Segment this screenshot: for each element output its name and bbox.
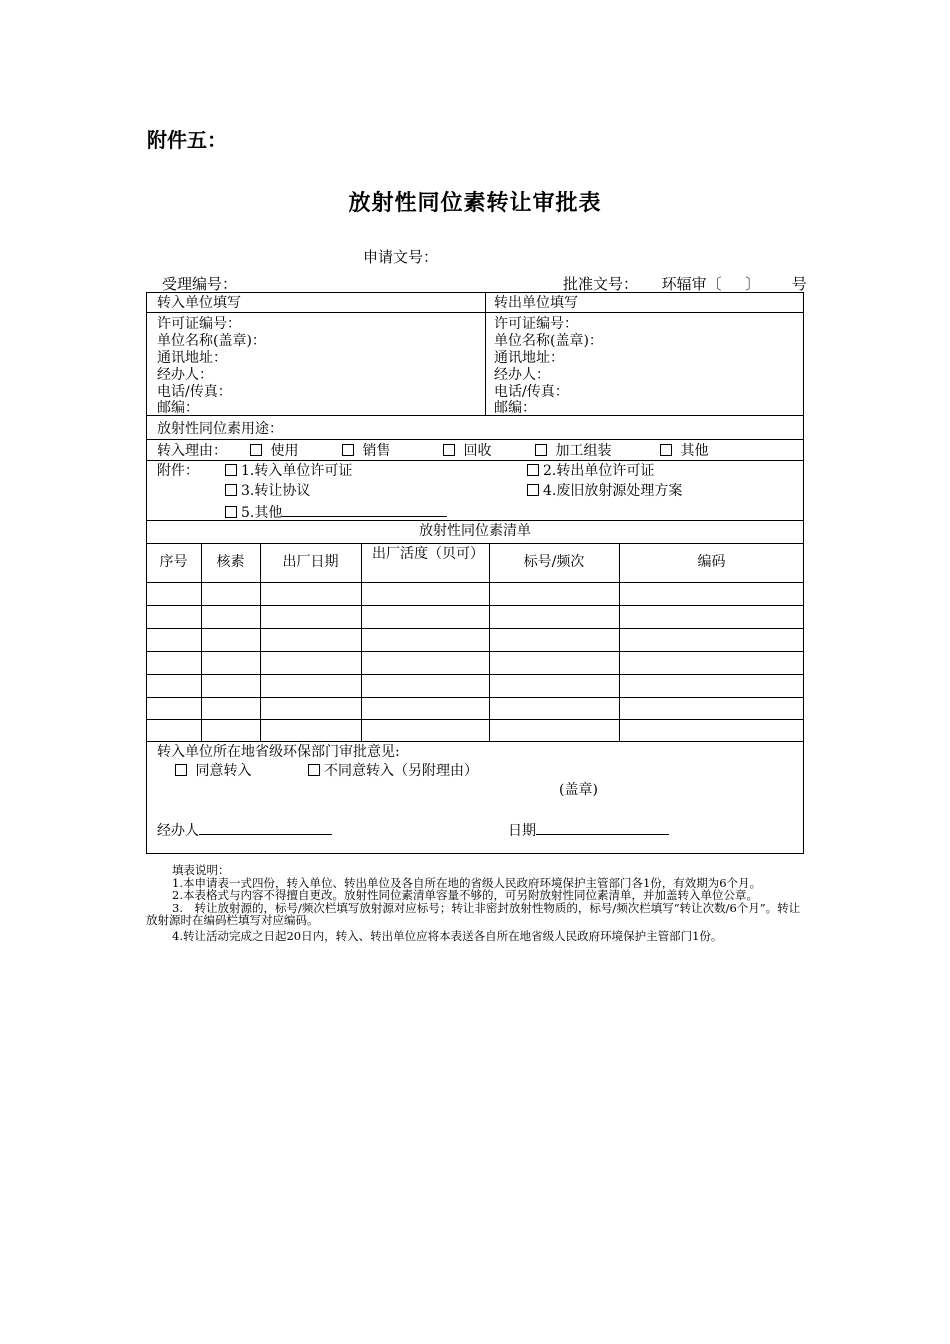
transfer-in-license-field: 许可证编号：	[157, 316, 241, 332]
fill-blank[interactable]	[199, 820, 332, 835]
checkbox-icon[interactable]	[225, 506, 237, 518]
transfer-out-handler-field: 经办人：	[494, 367, 550, 383]
column-divider	[361, 543, 362, 741]
column-divider	[260, 543, 261, 741]
notes-heading: 填表说明：	[172, 863, 230, 877]
transfer-in-address-field: 通讯地址：	[157, 350, 227, 366]
date-signature[interactable]	[508, 820, 669, 839]
attachment-item-label: 3.转让协议	[241, 483, 311, 499]
column-divider	[485, 292, 486, 415]
note-item: 1.本申请表一式四份，转入单位、转出单位及各自所在地的省级人民政府环境保护主管部门各1份，有效期为6个月。	[172, 875, 762, 890]
row-divider	[146, 312, 804, 313]
approval-suffix: 号	[791, 275, 807, 293]
form-title: 放射性同位素转让审批表	[348, 190, 602, 216]
attachment-item[interactable]	[225, 463, 352, 479]
note-item: 2.本表格式与内容不得擅自更改。放射性同位素清单容量不够的，可另附放射性同位素清单，并加盖转入单位公章。	[172, 888, 758, 903]
row-divider	[146, 582, 804, 583]
checkbox-icon[interactable]	[535, 444, 547, 456]
approval-number-label: 批准文号：	[563, 275, 639, 293]
transfer-out-phone-field: 电话/传真：	[494, 384, 569, 400]
reason-option-label: 回收	[463, 443, 492, 459]
approval-number-line	[563, 273, 807, 294]
handler-signature[interactable]	[157, 820, 332, 839]
approval-bracket-close: 〕	[745, 275, 761, 293]
disagree-label: 不同意转入（另附理由）	[324, 763, 478, 779]
transfer-out-postcode-field: 邮编：	[494, 400, 536, 416]
checkbox-icon[interactable]	[225, 484, 237, 496]
row-divider	[146, 719, 804, 720]
reason-other-option[interactable]	[660, 443, 708, 459]
reason-sale-option[interactable]	[342, 443, 390, 459]
column-header-label-frequency: 标号/频次	[523, 554, 585, 570]
transfer-out-license-field: 许可证编号：	[494, 316, 578, 332]
column-divider	[201, 543, 202, 741]
isotope-list-heading: 放射性同位素清单	[419, 523, 531, 539]
column-header-code: 编码	[697, 554, 726, 570]
agree-label: 同意转入	[195, 763, 252, 779]
accept-number-label: 受理编号：	[162, 275, 238, 293]
date-label: 日期	[508, 823, 536, 839]
column-header-date: 出厂日期	[282, 554, 339, 570]
fill-blank[interactable]	[536, 820, 669, 835]
approval-label: 转入单位所在地省级环保部门审批意见:	[157, 744, 400, 760]
column-divider	[619, 543, 620, 741]
transfer-in-heading: 转入单位填写	[157, 295, 241, 311]
note-item: 3. 转让放射源的，标号/频次栏填写放射源对应标号；转让非密封放射性物质的，标号/频次栏填写“转让次数/6个月”。转让放射源时在编码栏填写对应编码。	[146, 900, 801, 928]
reason-assembly-option[interactable]	[535, 443, 611, 459]
row-divider	[146, 605, 804, 606]
apply-number-label: 申请文号：	[363, 248, 439, 266]
column-header-activity: 出厂活度（贝可）	[372, 546, 484, 562]
checkbox-icon[interactable]	[443, 444, 455, 456]
attachment-item[interactable]	[225, 502, 447, 521]
row-divider	[146, 697, 804, 698]
column-header-nuclide: 核素	[216, 554, 245, 570]
transfer-out-heading: 转出单位填写	[494, 295, 578, 311]
attachment-item-label: 2.转出单位许可证	[543, 463, 655, 479]
column-header-index: 序号	[159, 554, 188, 570]
row-divider	[146, 439, 804, 440]
approve-disagree-option[interactable]	[308, 763, 478, 779]
transfer-in-handler-field: 经办人：	[157, 367, 213, 383]
checkbox-icon[interactable]	[527, 464, 539, 476]
row-divider	[146, 741, 804, 742]
transfer-in-unit-field: 单位名称(盖章)：	[157, 333, 266, 349]
attachment-item-label: 4.废旧放射源处理方案	[543, 483, 683, 499]
column-divider	[489, 543, 490, 741]
transfer-in-postcode-field: 邮编：	[157, 400, 199, 416]
attachments-label: 附件：	[157, 463, 199, 479]
transfer-out-address-field: 通讯地址：	[494, 350, 564, 366]
approve-agree-option[interactable]	[175, 763, 251, 779]
row-divider	[146, 415, 804, 416]
attachment-item[interactable]	[225, 483, 310, 499]
checkbox-icon[interactable]	[308, 764, 320, 776]
row-divider	[146, 651, 804, 652]
reason-use-option[interactable]	[250, 443, 298, 459]
annex-label: 附件五：	[147, 128, 227, 152]
handler-label: 经办人	[157, 823, 199, 839]
attachment-item[interactable]	[527, 483, 682, 499]
attachment-item-label: 1.转入单位许可证	[241, 463, 353, 479]
note-item: 4.转让活动完成之日起20日内，转入、转出单位应将本表送各自所在地省级人民政府环境保护主管部门1份。	[172, 928, 723, 943]
reason-option-label: 销售	[362, 443, 391, 459]
fill-blank[interactable]	[282, 502, 447, 517]
checkbox-icon[interactable]	[225, 464, 237, 476]
checkbox-icon[interactable]	[660, 444, 672, 456]
checkbox-icon[interactable]	[342, 444, 354, 456]
reason-option-label: 使用	[270, 443, 299, 459]
purpose-label: 放射性同位素用途：	[157, 421, 283, 437]
checkbox-icon[interactable]	[175, 764, 187, 776]
seal-label: (盖章)	[559, 782, 598, 798]
reason-option-label: 加工组装	[555, 443, 612, 459]
approval-prefix: 环辐审〔	[661, 275, 722, 293]
attachment-item-label: 5.其他	[241, 505, 283, 521]
transfer-in-phone-field: 电话/传真：	[157, 384, 232, 400]
row-divider	[146, 460, 804, 461]
reason-recycle-option[interactable]	[443, 443, 491, 459]
reason-label: 转入理由：	[157, 443, 227, 459]
checkbox-icon[interactable]	[527, 484, 539, 496]
fill-instructions	[146, 864, 806, 946]
reason-option-label: 其他	[680, 443, 709, 459]
checkbox-icon[interactable]	[250, 444, 262, 456]
transfer-out-unit-field: 单位名称(盖章)：	[494, 333, 603, 349]
row-divider	[146, 543, 804, 544]
row-divider	[146, 674, 804, 675]
row-divider	[146, 628, 804, 629]
attachment-item[interactable]	[527, 463, 654, 479]
